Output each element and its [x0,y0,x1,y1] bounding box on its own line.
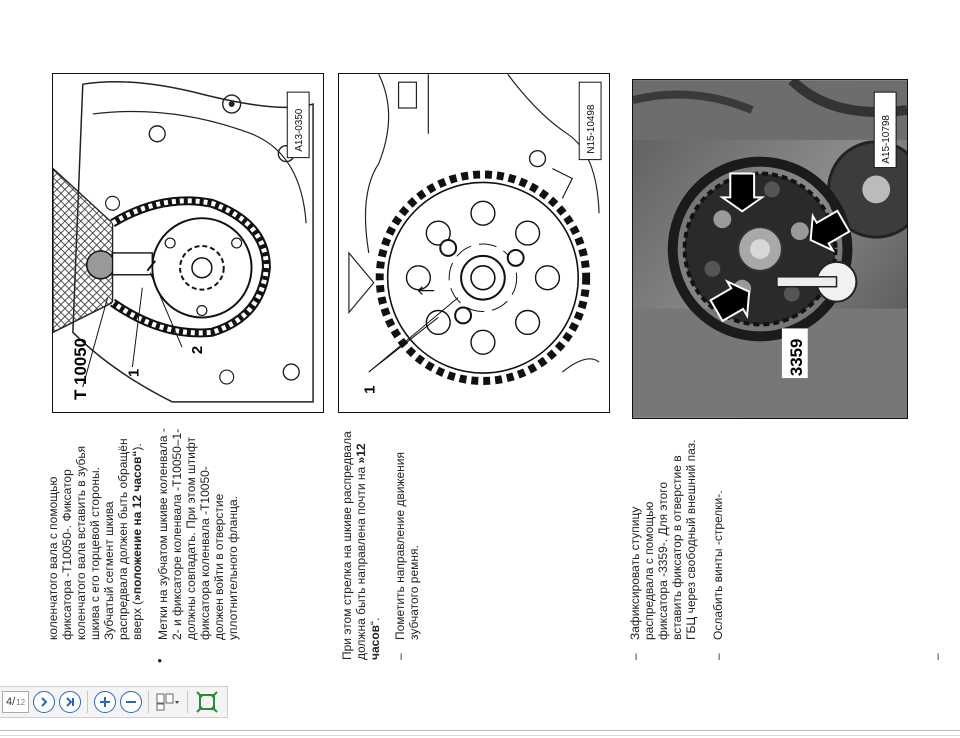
callout-1: 1 [362,385,379,394]
col3-dash-1: – [628,653,642,660]
window-bottom-rule [0,730,960,731]
col3-item-1 [628,440,698,640]
figure-camshaft-hub-lock-photo-image [633,80,907,418]
text-line: 2- и фиксаторе коленвала -T10050–1- [170,428,184,640]
callout-2: 2 [189,345,206,355]
last-page-icon [63,695,77,709]
text-run: “. [368,617,382,625]
text-line: коленчатого вала вставить в зубья [74,445,88,640]
next-page-icon [37,695,51,709]
figure-camshaft-pulley-drawing [339,74,609,412]
zoom-in-button[interactable] [94,691,116,713]
text-line: фиксатора -T10050-. Фиксатор [60,469,74,640]
figure-code: A15-10798 [881,115,893,164]
toolbar-divider [87,691,88,713]
text-line [130,438,144,640]
window-bottom-rule [0,735,960,736]
figure-camshaft-pulley [338,73,610,413]
text-line: Зубчатый сегмент шкива [102,501,116,640]
callout-1: 1 [126,368,143,378]
page-separator: / [12,696,16,708]
text-bold: часов [368,624,382,660]
tool-label: 3359 [786,338,806,377]
text-line: фиксатора коленвала -T10050- [198,466,212,640]
zoom-in-icon [98,695,112,709]
text-line: вставить фиксатор в отверстие в [670,455,684,640]
fit-page-icon [196,691,218,713]
page-view-icon [155,692,181,712]
col2-dash: – [393,653,407,660]
toolbar-divider [148,691,149,713]
text-run: ). [130,443,144,451]
text-line: должен войти в отверстие [212,493,226,640]
text-line: должны совпадать. При этом штифт [184,437,198,640]
text-line: фиксатора -3359-. Для этого [656,481,670,640]
figure-crankshaft-lock [52,73,324,413]
page-view-button[interactable] [155,691,181,713]
last-page-button[interactable] [59,691,81,713]
text-line: зубчатого ремня. [407,545,421,640]
text-line: коленчатого вала с помощью [46,476,60,640]
text-line: Пометить направление движения [393,452,407,640]
fit-page-button[interactable] [194,691,220,713]
toolbar-divider [187,691,188,713]
text-line [354,431,368,660]
page-number-field[interactable] [2,691,29,713]
page-total: 12 [16,697,26,707]
zoom-out-button[interactable] [120,691,142,713]
next-page-button[interactable] [33,691,55,713]
text-bold: »положение на 12 часов“ [130,450,144,601]
text-line: При этом стрелка на шкиве распредвала [340,431,354,660]
text-line: Зафиксировать ступицу [628,506,642,640]
figure-code: A13-0350 [294,108,306,152]
text-bold: »12 [354,443,368,464]
text-line: ГБЦ через свободный внешний паз. [684,439,698,640]
text-line: шкива с его торцевой стороны. [88,467,102,640]
text-line [368,431,382,660]
col3-dash-3: – [930,653,944,660]
figure-crankshaft-lock-drawing [53,74,323,412]
col2-item [393,452,421,640]
text-run: вверх ( [130,600,144,640]
page-current[interactable]: 4 [6,696,13,708]
text-run: должна быть направлена почти на [354,463,368,660]
text-line: Метки на зубчатом шкиве коленвала - [156,428,170,640]
viewer-toolbar [0,686,228,718]
col3-item-2: Ослабить винты -стрелки-. [711,490,725,640]
col1-bullet-marker: • [152,658,167,663]
figure-camshaft-hub-lock-photo [632,79,908,419]
col3-dash-2: – [711,653,725,660]
text-line: распредвала должен быть обращён [116,438,130,640]
text-line: распредвала с помощью [642,501,656,640]
col1-bullet-text [156,428,240,640]
figure-code: N15-10498 [586,104,598,154]
zoom-out-icon [124,695,138,709]
col1-text [46,438,144,640]
col2-text [340,431,382,660]
text-line: уплотнительного фланца. [226,496,240,640]
tool-label: T 10050 [70,337,90,400]
